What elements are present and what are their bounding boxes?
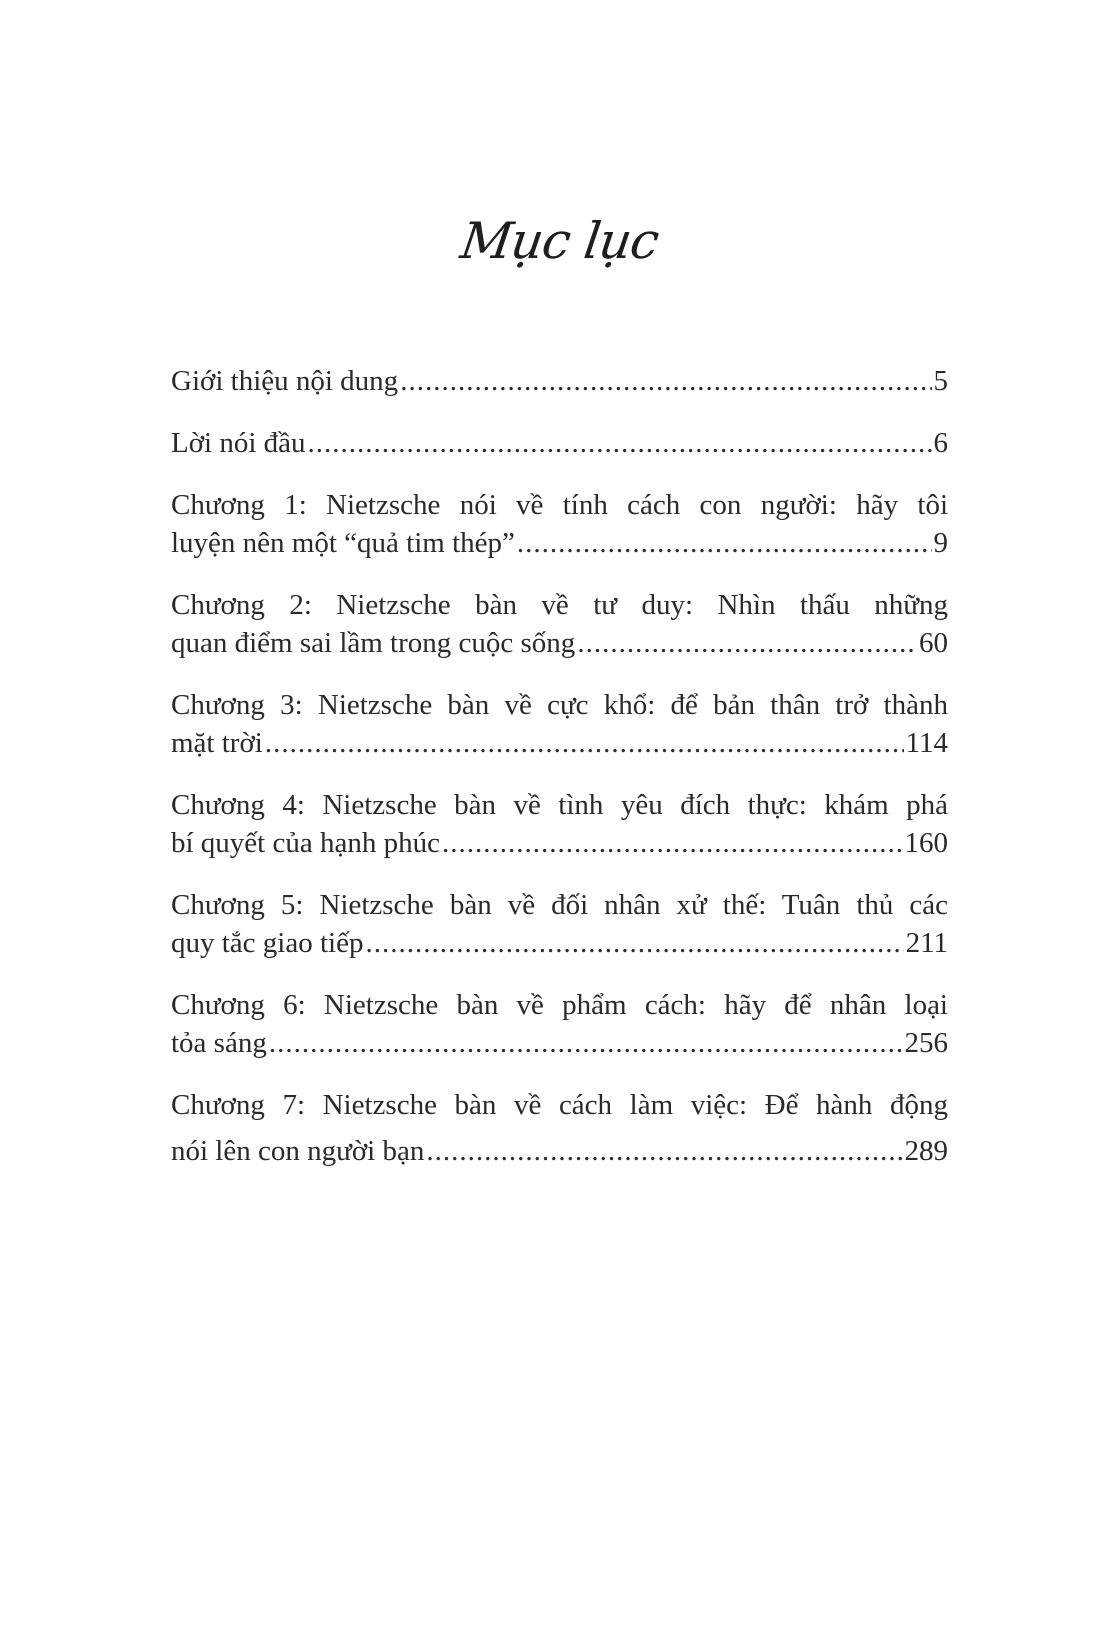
toc-entry-page: 60 — [919, 627, 948, 659]
toc-entry[interactable] — [171, 786, 948, 862]
leader-dots — [265, 724, 904, 762]
table-of-contents — [171, 362, 948, 1194]
toc-entry[interactable] — [171, 986, 948, 1062]
toc-entry[interactable] — [171, 1086, 948, 1170]
toc-entry-title: Lời nói đầu — [171, 427, 306, 459]
toc-entry-page: 160 — [904, 827, 948, 859]
toc-entry-page: 211 — [905, 927, 948, 959]
toc-entry-title-cont: mặt trời — [171, 727, 263, 759]
toc-entry-page: 114 — [905, 727, 948, 759]
toc-entry[interactable] — [171, 586, 948, 662]
toc-entry-title-cont: quan điểm sai lầm trong cuộc sống — [171, 627, 576, 659]
leader-dots — [577, 624, 917, 662]
leader-dots — [442, 824, 903, 862]
toc-entry-title-cont: tỏa sáng — [171, 1027, 267, 1059]
toc-entry[interactable] — [171, 486, 948, 562]
toc-entry[interactable] — [171, 424, 948, 462]
toc-entry[interactable] — [171, 886, 948, 962]
toc-entry-title: Chương 7: Nietzsche bàn về cách làm việc: Để hành động — [171, 1089, 948, 1121]
toc-entry-title-cont: quy tắc giao tiếp — [171, 927, 364, 959]
toc-entry-title-cont: nói lên con người bạn — [171, 1135, 425, 1167]
toc-entry-title: Chương 4: Nietzsche bàn về tình yêu đích thực: khám phá — [171, 789, 948, 821]
toc-entry[interactable] — [171, 686, 948, 762]
toc-entry-title: Chương 2: Nietzsche bàn về tư duy: Nhìn thấu những — [171, 589, 948, 621]
toc-entry[interactable] — [171, 362, 948, 400]
leader-dots — [365, 924, 903, 962]
leader-dots — [269, 1024, 903, 1062]
toc-entry-page: 256 — [904, 1027, 948, 1059]
page-title: Mục lục — [457, 212, 662, 270]
leader-dots — [400, 362, 931, 400]
leader-dots — [308, 424, 932, 462]
leader-dots — [426, 1132, 902, 1170]
toc-entry-page: 5 — [933, 365, 948, 397]
toc-entry-page: 289 — [904, 1135, 948, 1167]
toc-entry-page: 9 — [933, 527, 948, 559]
toc-entry-page: 6 — [933, 427, 948, 459]
toc-entry-title: Chương 1: Nietzsche nói về tính cách con người: hãy tôi — [171, 489, 948, 521]
toc-entry-title: Chương 5: Nietzsche bàn về đối nhân xử thế: Tuân thủ các — [171, 889, 948, 921]
toc-entry-title: Chương 6: Nietzsche bàn về phẩm cách: hãy để nhân loại — [171, 989, 948, 1021]
leader-dots — [517, 524, 932, 562]
toc-entry-title: Giới thiệu nội dung — [171, 365, 399, 397]
toc-entry-title-cont: bí quyết của hạnh phúc — [171, 827, 440, 859]
toc-entry-title: Chương 3: Nietzsche bàn về cực khổ: để bản thân trở thành — [171, 689, 948, 721]
toc-entry-title-cont: luyện nên một “quả tim thép” — [171, 527, 515, 559]
